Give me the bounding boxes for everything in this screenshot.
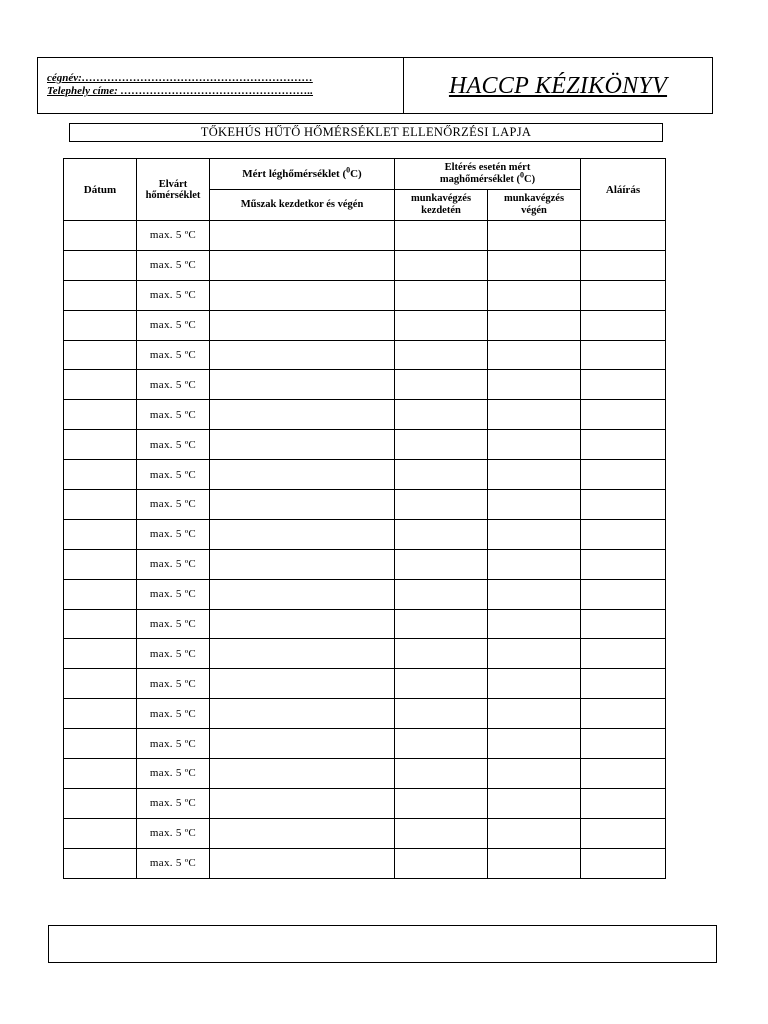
core-temp-end-cell[interactable] (488, 579, 581, 609)
core-temp-start-cell[interactable] (395, 639, 488, 669)
signature-cell[interactable] (581, 549, 666, 579)
air-temp-cell[interactable] (210, 400, 395, 430)
expected-temp-cell: max. 5 ºC (137, 400, 210, 430)
date-cell[interactable] (64, 250, 137, 280)
air-temp-cell[interactable] (210, 848, 395, 878)
table-row (64, 460, 666, 490)
signature-cell[interactable] (581, 490, 666, 520)
air-temp-cell[interactable] (210, 340, 395, 370)
expected-temp-cell: max. 5 ºC (137, 818, 210, 848)
table-row (64, 639, 666, 669)
table-row (64, 848, 666, 878)
core-temp-start-cell[interactable] (395, 430, 488, 460)
date-cell[interactable] (64, 430, 137, 460)
signature-cell[interactable] (581, 250, 666, 280)
date-cell[interactable] (64, 759, 137, 789)
core-temp-start-cell[interactable] (395, 460, 488, 490)
company-name-line[interactable]: cégnév:……………………………………………………… (47, 72, 313, 84)
expected-temp-cell: max. 5 ºC (137, 460, 210, 490)
core-temp-end-cell[interactable] (488, 729, 581, 759)
core-temp-end-cell[interactable] (488, 848, 581, 878)
header-signature: Aláírás (581, 159, 666, 221)
document-title: HACCP KÉZIKÖNYV (448, 73, 668, 99)
core-temp-start-cell[interactable] (395, 250, 488, 280)
date-cell[interactable] (64, 370, 137, 400)
expected-temp-cell: max. 5 ºC (137, 340, 210, 370)
core-temp-end-cell[interactable] (488, 340, 581, 370)
header-work-start: munkavégzés kezdetén (395, 190, 488, 221)
air-temp-cell[interactable] (210, 370, 395, 400)
signature-cell[interactable] (581, 340, 666, 370)
date-cell[interactable] (64, 490, 137, 520)
air-temp-cell[interactable] (210, 221, 395, 251)
date-cell[interactable] (64, 579, 137, 609)
expected-temp-cell: max. 5 ºC (137, 669, 210, 699)
signature-cell[interactable] (581, 430, 666, 460)
table-row (64, 759, 666, 789)
air-temp-cell[interactable] (210, 818, 395, 848)
core-temp-start-cell[interactable] (395, 729, 488, 759)
core-temp-end-cell[interactable] (488, 609, 581, 639)
expected-temp-cell: max. 5 ºC (137, 639, 210, 669)
expected-temp-cell: max. 5 ºC (137, 221, 210, 251)
core-temp-end-cell[interactable] (488, 759, 581, 789)
expected-temp-cell: max. 5 ºC (137, 729, 210, 759)
signature-cell[interactable] (581, 788, 666, 818)
table-row (64, 250, 666, 280)
signature-cell[interactable] (581, 280, 666, 310)
air-temp-cell[interactable] (210, 549, 395, 579)
air-temp-cell[interactable] (210, 759, 395, 789)
air-temp-cell[interactable] (210, 609, 395, 639)
core-temp-end-cell[interactable] (488, 370, 581, 400)
date-cell[interactable] (64, 340, 137, 370)
air-temp-cell[interactable] (210, 280, 395, 310)
table-row (64, 280, 666, 310)
expected-temp-cell: max. 5 ºC (137, 430, 210, 460)
signature-cell[interactable] (581, 669, 666, 699)
core-temp-end-cell[interactable] (488, 669, 581, 699)
table-row (64, 549, 666, 579)
signature-cell[interactable] (581, 609, 666, 639)
expected-temp-cell: max. 5 ºC (137, 848, 210, 878)
air-temp-cell[interactable] (210, 788, 395, 818)
core-temp-start-cell[interactable] (395, 400, 488, 430)
expected-temp-cell: max. 5 ºC (137, 370, 210, 400)
table-body (64, 221, 666, 879)
core-temp-end-cell[interactable] (488, 460, 581, 490)
signature-cell[interactable] (581, 699, 666, 729)
table-row (64, 310, 666, 340)
air-temp-cell[interactable] (210, 430, 395, 460)
core-temp-end-cell[interactable] (488, 519, 581, 549)
date-cell[interactable] (64, 729, 137, 759)
air-temp-cell[interactable] (210, 729, 395, 759)
air-temp-cell[interactable] (210, 490, 395, 520)
table-row (64, 699, 666, 729)
core-temp-start-cell[interactable] (395, 788, 488, 818)
date-cell[interactable] (64, 639, 137, 669)
signature-cell[interactable] (581, 400, 666, 430)
date-cell[interactable] (64, 818, 137, 848)
date-cell[interactable] (64, 848, 137, 878)
core-temp-start-cell[interactable] (395, 848, 488, 878)
core-temp-start-cell[interactable] (395, 310, 488, 340)
date-cell[interactable] (64, 699, 137, 729)
expected-temp-cell: max. 5 ºC (137, 699, 210, 729)
core-temp-start-cell[interactable] (395, 519, 488, 549)
form-title: TŐKEHÚS HŰTŐ HŐMÉRSÉKLET ELLENŐRZÉSI LAPJA (69, 123, 663, 142)
expected-temp-cell: max. 5 ºC (137, 549, 210, 579)
air-temp-cell[interactable] (210, 639, 395, 669)
table-header-row (64, 159, 666, 190)
footer-box (48, 925, 717, 963)
temperature-log-table (63, 158, 666, 879)
core-temp-end-cell[interactable] (488, 250, 581, 280)
header-shift-start-end: Műszak kezdetkor és végén (210, 190, 395, 221)
table-row (64, 519, 666, 549)
signature-cell[interactable] (581, 639, 666, 669)
table-row (64, 579, 666, 609)
table-row (64, 609, 666, 639)
document-header (37, 57, 713, 114)
table-row (64, 340, 666, 370)
air-temp-cell[interactable] (210, 310, 395, 340)
air-temp-cell[interactable] (210, 579, 395, 609)
table-row (64, 729, 666, 759)
core-temp-end-cell[interactable] (488, 280, 581, 310)
air-temp-cell[interactable] (210, 699, 395, 729)
air-temp-cell[interactable] (210, 460, 395, 490)
date-cell[interactable] (64, 280, 137, 310)
company-info (38, 58, 404, 113)
expected-temp-cell: max. 5 ºC (137, 250, 210, 280)
expected-temp-cell: max. 5 ºC (137, 310, 210, 340)
air-temp-cell[interactable] (210, 519, 395, 549)
core-temp-start-cell[interactable] (395, 669, 488, 699)
header-air-temp: Mért léghőmérséklet ($^0$C) (210, 159, 395, 190)
date-cell[interactable] (64, 519, 137, 549)
table-row (64, 490, 666, 520)
table-row (64, 818, 666, 848)
expected-temp-cell: max. 5 ºC (137, 519, 210, 549)
core-temp-start-cell[interactable] (395, 609, 488, 639)
signature-cell[interactable] (581, 310, 666, 340)
date-cell[interactable] (64, 460, 137, 490)
core-temp-start-cell[interactable] (395, 549, 488, 579)
date-cell[interactable] (64, 221, 137, 251)
expected-temp-cell: max. 5 ºC (137, 280, 210, 310)
date-cell[interactable] (64, 609, 137, 639)
core-temp-start-cell[interactable] (395, 340, 488, 370)
signature-cell[interactable] (581, 579, 666, 609)
header-date: Dátum (64, 159, 137, 221)
date-cell[interactable] (64, 669, 137, 699)
site-address-line[interactable]: Telephely címe: …………………………………………….. (47, 85, 314, 97)
signature-cell[interactable] (581, 370, 666, 400)
signature-cell[interactable] (581, 818, 666, 848)
expected-temp-cell: max. 5 ºC (137, 609, 210, 639)
core-temp-end-cell[interactable] (488, 490, 581, 520)
core-temp-start-cell[interactable] (395, 221, 488, 251)
core-temp-start-cell[interactable] (395, 818, 488, 848)
core-temp-end-cell[interactable] (488, 549, 581, 579)
signature-cell[interactable] (581, 848, 666, 878)
table-row (64, 669, 666, 699)
core-temp-end-cell[interactable] (488, 430, 581, 460)
core-temp-start-cell[interactable] (395, 579, 488, 609)
header-expected-temp: Elvárt hőmérséklet (137, 159, 210, 221)
core-temp-end-cell[interactable] (488, 818, 581, 848)
signature-cell[interactable] (581, 221, 666, 251)
core-temp-end-cell[interactable] (488, 699, 581, 729)
date-cell[interactable] (64, 400, 137, 430)
core-temp-start-cell[interactable] (395, 490, 488, 520)
signature-cell[interactable] (581, 519, 666, 549)
date-cell[interactable] (64, 549, 137, 579)
header-core-temp: Eltérés esetén mért maghőmérséklet ($^0$C) (395, 159, 581, 190)
table-row (64, 430, 666, 460)
table-row (64, 400, 666, 430)
air-temp-cell[interactable] (210, 250, 395, 280)
expected-temp-cell: max. 5 ºC (137, 759, 210, 789)
core-temp-end-cell[interactable] (488, 788, 581, 818)
core-temp-start-cell[interactable] (395, 370, 488, 400)
expected-temp-cell: max. 5 ºC (137, 579, 210, 609)
core-temp-end-cell[interactable] (488, 221, 581, 251)
expected-temp-cell: max. 5 ºC (137, 788, 210, 818)
date-cell[interactable] (64, 788, 137, 818)
core-temp-end-cell[interactable] (488, 310, 581, 340)
header-work-end: munkavégzés végén (488, 190, 581, 221)
date-cell[interactable] (64, 310, 137, 340)
table-row (64, 788, 666, 818)
table-row (64, 221, 666, 251)
expected-temp-cell: max. 5 ºC (137, 490, 210, 520)
signature-cell[interactable] (581, 460, 666, 490)
core-temp-end-cell[interactable] (488, 400, 581, 430)
core-temp-end-cell[interactable] (488, 639, 581, 669)
signature-cell[interactable] (581, 729, 666, 759)
core-temp-start-cell[interactable] (395, 280, 488, 310)
document-title-cell (404, 58, 712, 113)
signature-cell[interactable] (581, 759, 666, 789)
core-temp-start-cell[interactable] (395, 759, 488, 789)
core-temp-start-cell[interactable] (395, 699, 488, 729)
table-row (64, 370, 666, 400)
air-temp-cell[interactable] (210, 669, 395, 699)
